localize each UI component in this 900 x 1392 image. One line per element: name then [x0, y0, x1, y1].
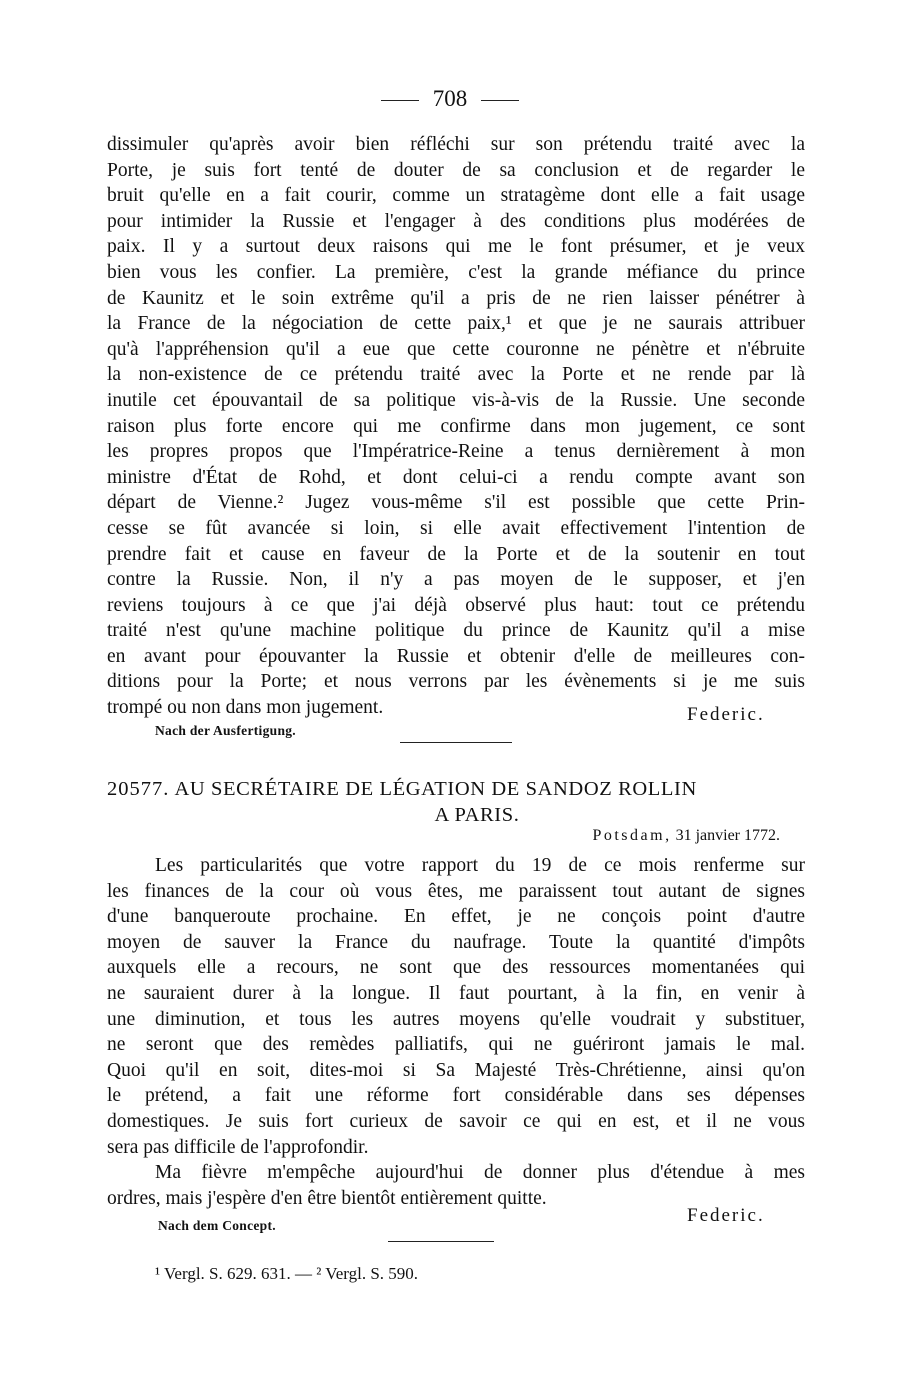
text-line: de Kaunitz et le soin extrême qu'il a pris de ne rien laisser pénétrer à	[107, 287, 805, 309]
header-rule-right	[481, 100, 519, 101]
text-line: domestiques. Je suis fort curieux de savoir ce qui en est, et il ne vous	[107, 1110, 805, 1132]
text-line: prendre fait et cause en faveur de la Porte et de la soutenir en tout	[107, 543, 805, 565]
text-line: contre la Russie. Non, il n'y a pas moyen de le supposer, et j'en	[107, 569, 805, 591]
text-line: les finances de la cour où vous êtes, me paraissent tout autant de signes	[107, 880, 805, 902]
text-line: la France de la négociation de cette paix,¹ et que je ne saurais attribuer	[107, 313, 805, 335]
page-number: 708	[432, 86, 468, 111]
text-line: Ma fièvre m'empêche aujourd'hui de donner plus d'étendue à mes	[155, 1162, 805, 1184]
text-line: Les particularités que votre rapport du 19 de ce mois renferme sur	[155, 855, 805, 876]
text-line: raison plus forte encore qui me confirme dans mon jugement, ce sont	[107, 415, 805, 437]
text-line: qu'à l'appréhension qu'il a eue que cette couronne ne pénètre et n'ébruite	[107, 338, 805, 360]
letter-2-heading	[107, 776, 807, 828]
text-line: cesse se fût avancée si loin, si elle avait effectivement l'intention de	[107, 517, 805, 539]
letter-2-title-line-2: A PARIS.	[434, 804, 520, 826]
header-rule-left	[381, 100, 419, 101]
text-line: dissimuler qu'après avoir bien réfléchi sur son prétendu traité avec la	[107, 134, 805, 155]
text-line: auxquels elle a recours, ne sont que des ressources momentanées qui	[107, 957, 805, 979]
text-line: trompé ou non dans mon jugement.	[107, 697, 384, 719]
text-line: Quoi qu'il en soit, dites-moi si Sa Majesté Très-Chrétienne, ainsi qu'on	[107, 1059, 805, 1081]
text-line: départ de Vienne.² Jugez vous-même s'il est possible que cette Prin-	[107, 492, 805, 514]
text-line: le prétend, a fait une réforme fort considérable dans ses dépenses	[107, 1085, 805, 1107]
page-header	[0, 86, 900, 112]
letter-1-source-note: Nach der Ausfertigung.	[155, 723, 296, 738]
text-line: ministre d'État de Rohd, et dont celui-ci a rendu compte avant son	[107, 466, 805, 488]
footnote-divider	[388, 1241, 494, 1242]
dateline-place: Potsdam,	[592, 827, 672, 844]
text-line: bruit qu'elle en a fait courir, comme un stratagème dont elle a fait usage	[107, 185, 805, 207]
text-line: paix. Il y a surtout deux raisons qui me le font présumer, et je veux	[107, 236, 805, 258]
text-line: ne sauraient durer à la longue. Il faut pourtant, à la fin, en venir à	[107, 982, 805, 1004]
text-line: traité n'est qu'une machine politique du prince de Kaunitz qu'il a mise	[107, 620, 805, 642]
letter-1-text	[107, 132, 805, 721]
dateline-date: 31 janvier 1772.	[675, 827, 780, 844]
letter-2-text	[107, 853, 805, 1211]
text-line: ne seront que des remèdes palliatifs, qui ne guériront jamais le mal.	[107, 1034, 805, 1056]
text-line: bien vous les confier. La première, c'est la grande méfiance du prince	[107, 261, 805, 283]
text-line: d'une banqueroute prochaine. En effet, je ne conçois point d'autre	[107, 906, 805, 928]
letter-2-source-note: Nach dem Concept.	[158, 1218, 276, 1233]
section-divider	[400, 742, 512, 743]
text-line: ditions pour la Porte; et nous verrons par les évènements si je me suis	[107, 671, 805, 693]
text-line: les propres propos que l'Impératrice-Reine a tenus dernièrement à mon	[107, 441, 805, 463]
text-line: inutile cet épouvantail de sa politique vis-à-vis de la Russie. Une seconde	[107, 389, 805, 411]
text-line: moyen de sauver la France du naufrage. Toute la quantité d'impôts	[107, 931, 805, 953]
text-line: reviens toujours à ce que j'ai déjà observé plus haut: tout ce prétendu	[107, 594, 805, 616]
letter-2-title-line-1: AU SECRÉTAIRE DE LÉGATION DE SANDOZ ROLLIN	[174, 778, 697, 800]
text-line: la non-existence de ce prétendu traité avec la Porte et ne rende par là	[107, 364, 805, 386]
text-line: en avant pour épouvanter la Russie et obtenir d'elle de meilleures con-	[107, 645, 805, 667]
document-number: 20577.	[107, 778, 170, 800]
letter-2-dateline	[592, 827, 780, 845]
letter-1-signature: Federic.	[687, 704, 765, 725]
text-line: pour intimider la Russie et l'engager à des conditions plus modérées de	[107, 210, 805, 232]
text-line: sera pas difficile de l'approfondir.	[107, 1136, 369, 1158]
text-line: Porte, je suis fort tenté de douter de sa conclusion et de regarder le	[107, 159, 805, 181]
text-line: ordres, mais j'espère d'en être bientôt entièrement quitte.	[107, 1187, 547, 1209]
text-line: une diminution, et tous les autres moyens qu'elle voudrait y substituer,	[107, 1008, 805, 1030]
letter-2-signature: Federic.	[687, 1205, 765, 1226]
footnotes: ¹ Vergl. S. 629. 631. — ² Vergl. S. 590.	[155, 1264, 419, 1283]
